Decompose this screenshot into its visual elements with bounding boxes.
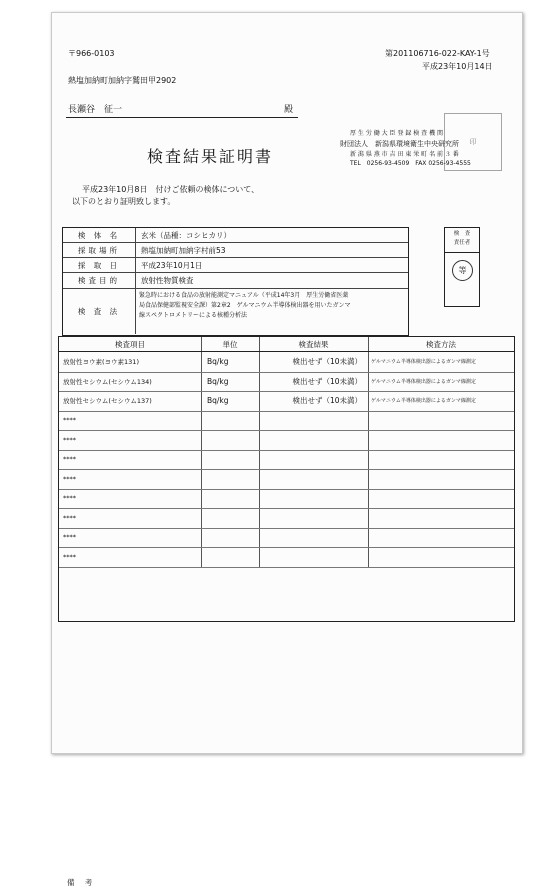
table-cell-method: ゲルマニウム半導体検出器によるガンマ線測定	[371, 359, 476, 366]
table-cell-item: 放射性セシウム(セシウム134)	[63, 377, 152, 386]
recipient-honorific: 殿	[284, 105, 294, 115]
intro-line-2: 以下のとおり証明致します。	[72, 197, 176, 206]
method-line-1: 緊急時における食品の放射能測定マニュアル（平成14年3月 厚生労働省医薬	[139, 292, 349, 299]
table-cell-unit	[207, 430, 259, 450]
table-cell-item: ****	[63, 494, 76, 503]
table-cell-result	[259, 450, 368, 470]
table-cell-item: ****	[63, 533, 76, 542]
table-cell-method: ゲルマニウム半導体検出器によるガンマ線測定	[371, 398, 476, 405]
table-cell-result	[259, 508, 368, 528]
inspector-box	[444, 227, 480, 307]
recipient-address: 熱塩加納町加納字鷲田甲2902	[68, 76, 177, 85]
table-cell-item: ****	[63, 435, 76, 444]
table-row	[59, 547, 514, 568]
table-cell-unit	[207, 547, 259, 567]
header-method: 検査方法	[426, 339, 456, 349]
document-sheet	[51, 12, 523, 887]
results-header-row	[59, 337, 514, 352]
table-row	[59, 450, 514, 471]
table-cell-item: ****	[63, 455, 76, 464]
table-cell-method	[371, 508, 514, 528]
table-cell-method	[371, 528, 514, 548]
table-row	[59, 469, 514, 490]
issuer-line-4: TEL 0256-93-4509 FAX 0256-93-4555	[350, 160, 471, 167]
table-row	[59, 489, 514, 510]
table-row	[59, 508, 514, 529]
table-cell-result	[259, 547, 368, 567]
info-row-purpose	[63, 273, 408, 289]
recipient-name: 長瀬谷 征一	[68, 105, 123, 115]
recipient-underline	[66, 117, 298, 118]
issue-date: 平成23年10月14日	[422, 62, 493, 71]
table-cell-unit	[207, 469, 259, 489]
table-cell-unit: Bq/kg	[207, 376, 229, 386]
info-row-location	[63, 243, 408, 258]
table-cell-method	[371, 547, 514, 567]
issuer-stamp-glyph: 印	[469, 137, 477, 146]
table-cell-result	[259, 430, 368, 450]
table-cell-unit	[207, 411, 259, 431]
info-label: 採 取 日	[63, 258, 136, 272]
table-cell-item: ****	[63, 416, 76, 425]
info-row-method	[63, 289, 408, 334]
table-row	[59, 352, 514, 373]
remarks-label: 備 考	[67, 878, 97, 887]
inspector-label: 検 査 責任者	[445, 228, 479, 253]
table-cell-item: ****	[63, 474, 76, 483]
table-cell-method	[371, 489, 514, 509]
header-unit: 単位	[222, 339, 238, 349]
table-cell-unit: Bq/kg	[207, 357, 229, 367]
inspector-seal: 等	[452, 260, 473, 281]
issuer-line-1: 厚 生 労 働 大 臣 登 録 検 査 機 関	[350, 130, 443, 137]
info-label: 検 査 法	[63, 289, 136, 334]
table-cell-result: 検出せず（10未満）	[292, 396, 362, 406]
table-cell-unit	[207, 450, 259, 470]
info-value: 平成23年10月1日	[141, 260, 203, 270]
method-description	[139, 291, 350, 321]
info-value: 熱塩加納町加納字村前53	[141, 245, 226, 255]
postal-code: 〒966-0103	[68, 49, 115, 58]
document-title: 検査結果証明書	[147, 147, 274, 166]
header-item: 検査項目	[115, 339, 145, 349]
table-cell-method	[371, 430, 514, 450]
table-cell-unit	[207, 508, 259, 528]
header-result: 検査結果	[298, 339, 329, 349]
issuer-line-3: 新 潟 県 燕 市 吉 田 東 栄 町 名 前 ３ 番	[350, 151, 459, 158]
table-row	[59, 411, 514, 432]
table-cell-item: 放射性セシウム(セシウム137)	[63, 397, 152, 406]
info-label: 検査目的	[63, 273, 136, 288]
sample-info-box	[62, 227, 409, 336]
intro-line-1: 平成23年10月8日 付けご依頼の検体について、	[82, 185, 260, 194]
table-cell-result	[259, 411, 368, 431]
table-cell-item: 放射性ヨウ素(ヨウ素131)	[63, 358, 139, 367]
method-line-2: 局食品保健部監視安全課）第2章2 ゲルマニウム半導体検出器を用いたガンマ	[139, 302, 351, 309]
table-cell-item: ****	[63, 513, 76, 522]
table-cell-result	[259, 469, 368, 489]
results-table	[58, 336, 515, 887]
table-row	[59, 430, 514, 451]
table-cell-result: 検出せず（10未満）	[292, 376, 362, 386]
info-row-sample-name	[63, 228, 408, 243]
table-cell-method	[371, 450, 514, 470]
table-cell-result	[259, 528, 368, 548]
info-row-date	[63, 258, 408, 273]
table-cell-unit	[207, 489, 259, 509]
table-cell-result	[259, 489, 368, 509]
table-cell-result: 検出せず（10未満）	[292, 357, 362, 367]
info-value: 玄米（品種：コシヒカリ）	[141, 230, 231, 240]
table-cell-unit: Bq/kg	[207, 396, 229, 406]
table-row	[59, 528, 514, 549]
info-value: 放射性物質検査	[141, 276, 194, 285]
table-row	[59, 391, 514, 412]
table-cell-item: ****	[63, 552, 76, 561]
table-cell-method	[371, 411, 514, 431]
info-label: 検 体 名	[63, 228, 136, 242]
issuer-line-2: 財団法人 新潟県環境衛生中央研究所	[340, 140, 459, 148]
table-cell-method: ゲルマニウム半導体検出器によるガンマ線測定	[371, 378, 476, 385]
table-cell-method	[371, 469, 514, 489]
table-cell-unit	[207, 528, 259, 548]
method-line-3: 線スペクトロメトリーによる核種分析法	[139, 312, 248, 319]
document-number: 第201106716-022-KAY-1号	[385, 49, 490, 58]
info-label: 採取場所	[63, 243, 136, 257]
table-row	[59, 372, 514, 393]
